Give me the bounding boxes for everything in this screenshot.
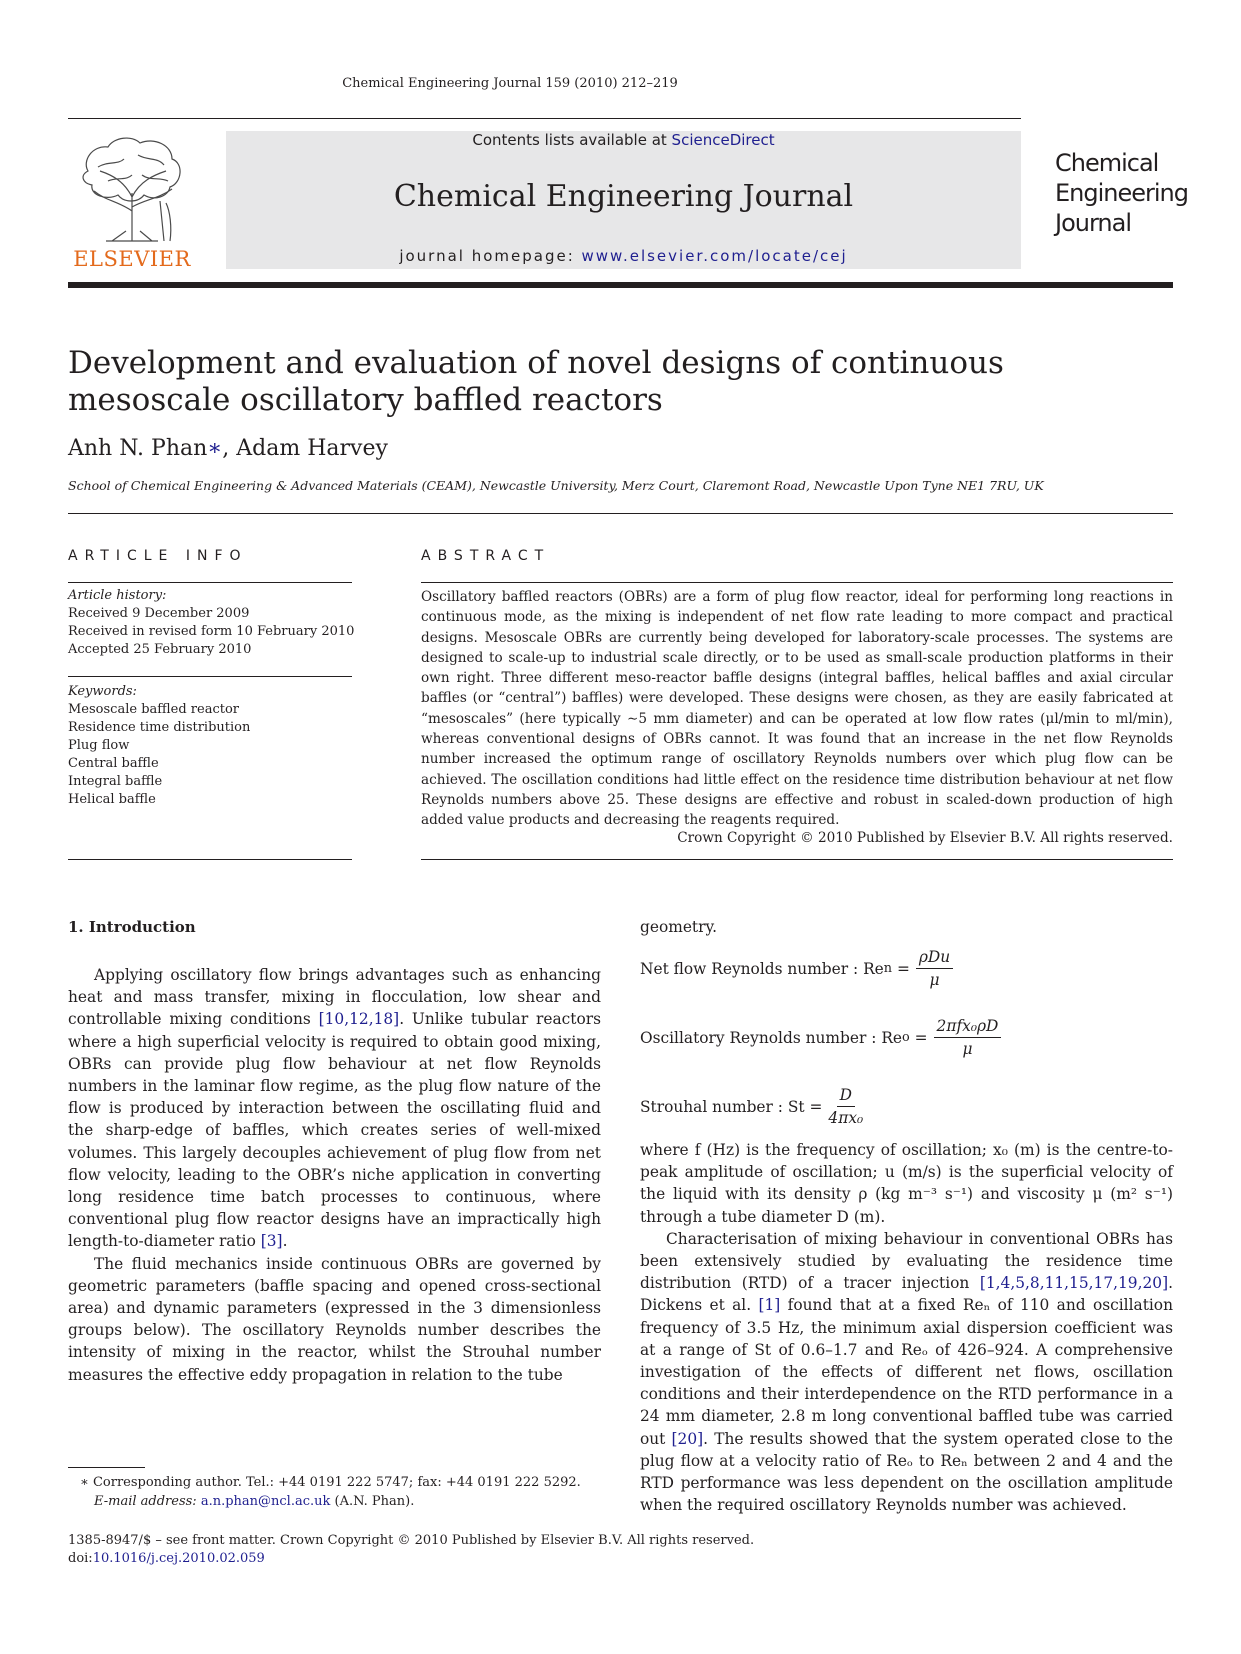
equation-label: Strouhal number : St xyxy=(640,1097,805,1116)
homepage-line xyxy=(226,247,1021,265)
elsevier-wordmark: ELSEVIER xyxy=(73,247,191,271)
citation-link[interactable]: [20] xyxy=(671,1429,704,1448)
cover-title-line: Engineering xyxy=(1055,179,1188,207)
citation-link[interactable]: [10,12,18] xyxy=(318,1010,400,1029)
equation-denominator: 4πx₀ xyxy=(828,1109,864,1127)
history-item: Received 9 December 2009 xyxy=(68,606,250,621)
section-rule xyxy=(421,582,1173,583)
keywords xyxy=(68,683,358,809)
article-info-heading: ARTICLE INFO xyxy=(68,548,248,564)
abstract-copyright: Crown Copyright © 2010 Published by Elsevier B.V. All rights reserved. xyxy=(677,830,1173,846)
history-label: Article history: xyxy=(68,588,167,603)
section-rule xyxy=(421,859,1173,860)
author-name: Anh N. Phan xyxy=(68,436,208,461)
journal-banner xyxy=(226,131,1021,269)
affiliation: School of Chemical Engineering & Advanced Materials (CEAM), Newcastle University, Merz Court, Claremont Road, Newcastle Upon Tyne NE1 7RU, UK xyxy=(68,478,1044,493)
journal-cover-title xyxy=(1055,148,1230,238)
front-matter-text: 1385-8947/$ – see front matter. Crown Copyright © 2010 Published by Elsevier B.V. All rights reserved. xyxy=(68,1533,755,1548)
abstract-text: Oscillatory baffled reactors (OBRs) are a form of plug flow reactor, ideal for performing long reactions in continuous mode, as the mixing is independent of net flow rate leading to more compact and practical designs. Mesoscale OBRs are currently being developed for laboratory-scale processes. The systems are designed to scale-up to industrial scale directly, or to be used as small-scale production platforms in their own right. Three different meso-reactor baffle designs (integral baffles, helical baffles and axial circular baffles (or “central”) baffles) were developed. These designs were chosen, as they are easily fabricated at “mesoscales” (here typically ∼5 mm diameter) and can be operated at low flow rates (μl/min to ml/min), whereas conventional designs of OBRs cannot. It was found that an increase in the net flow Reynolds number increased the optimum range of oscillatory Reynolds numbers over which plug flow can be achieved. The oscillation conditions had little effect on the residence time distribution behaviour at net flow Reynolds numbers above 25. These designs are effective and robust in scaled-down production of high added value products and decreasing the reagents required. xyxy=(421,589,1173,829)
body-right-column xyxy=(640,1139,1173,1516)
section-rule xyxy=(68,676,352,677)
text-run: . Unlike tubular reactors where a high superficial velocity is required to obtain good mixing, OBRs can provide plug flow behaviour at net flow Reynolds numbers in the laminar flow regime, as the plug flow nature of the flow is produced by interaction between the oscillating fluid and the sharp-edge of baffles, which creates series of well-mixed volumes. This largely decouples achievement of plug flow from net flow velocity, leading to the OBR’s niche application in converting long residence time batch processes to continuous, where conventional plug flow reactor designs have an impractically high length-to-diameter ratio xyxy=(68,1010,602,1251)
history-item: Received in revised form 10 February 2010 xyxy=(68,624,355,639)
author-list xyxy=(68,436,1168,461)
equation-label: Oscillatory Reynolds number : Re xyxy=(640,1028,903,1047)
body-paragraph: where f (Hz) is the frequency of oscillation; x₀ (m) is the centre-to-peak amplitude of oscillation; u (m/s) is the superficial velocity of the liquid with its density ρ (kg m⁻³ s⁻¹) and viscosity μ (m² s⁻¹) through a tube diameter D (m). xyxy=(640,1141,1173,1226)
doi-prefix: doi: xyxy=(68,1551,93,1566)
header-rule xyxy=(68,118,1021,119)
author-separator: , xyxy=(222,436,237,461)
front-matter xyxy=(68,1532,868,1568)
contents-line xyxy=(226,131,1021,149)
running-head: Chemical Engineering Journal 159 (2010) 212–219 xyxy=(342,76,678,91)
section-rule xyxy=(68,513,1173,514)
email-label: E-mail address: xyxy=(94,1493,201,1509)
keyword-item: Integral baffle xyxy=(68,774,163,789)
footnote-rule xyxy=(68,1467,145,1468)
body-paragraph: The fluid mechanics inside continuous OBRs are governed by geometric parameters (baffle spacing and opened cross-sectional area) and dynamic parameters (expressed in the 3 dimensionless groups below). The oscillatory Reynolds number describes the intensity of mixing in the reactor, whilst the Strouhal number measures the effective eddy propagation in relation to the tube xyxy=(68,1254,601,1384)
body-left-column xyxy=(68,964,601,1386)
article-history xyxy=(68,587,358,659)
journal-name: Chemical Engineering Journal xyxy=(393,179,854,214)
equation-fraction xyxy=(934,1017,1002,1058)
corresponding-author-mark[interactable]: ∗ xyxy=(207,436,223,461)
sciencedirect-link[interactable]: ScienceDirect xyxy=(671,131,775,149)
keyword-item: Plug flow xyxy=(68,738,130,753)
equation-subscript: o xyxy=(902,1030,910,1045)
keyword-item: Residence time distribution xyxy=(68,720,251,735)
body-paragraph xyxy=(68,964,601,1253)
text-run: found that at a fixed Reₙ of 110 and oscillation frequency of 3.5 Hz, the minimum axial dispersion coefficient was at a range of St of 0.6–1.7 and Reₒ of 426–924. A comprehensive investigation of the effects of different net flows, oscillation conditions and their interdependence on the RTD performance in a 24 mm diameter, 2.8 m long conventional baffled tube was carried out xyxy=(640,1296,1173,1448)
body-text-continuation: geometry. xyxy=(640,918,718,936)
equation-subscript: n xyxy=(883,961,893,976)
equation-label: Net flow Reynolds number : Re xyxy=(640,959,884,978)
corresponding-author-note: ∗ Corresponding author. Tel.: +44 0191 222 5747; fax: +44 0191 222 5292. xyxy=(80,1475,581,1490)
equation-fraction xyxy=(916,948,953,989)
article-title: Development and evaluation of novel designs of continuous mesoscale oscillatory baffled reactors xyxy=(68,345,1004,418)
journal-homepage-link[interactable]: www.elsevier.com/locate/cej xyxy=(581,247,848,265)
citation-link[interactable]: [3] xyxy=(260,1232,283,1251)
keyword-item: Mesoscale baffled reactor xyxy=(68,702,240,717)
homepage-prefix: journal homepage: xyxy=(399,247,582,265)
keyword-item: Central baffle xyxy=(68,756,159,771)
equation-denominator: μ xyxy=(962,1040,973,1058)
equation-fraction xyxy=(828,1086,863,1127)
email-line xyxy=(80,1493,620,1512)
doi-link[interactable]: 10.1016/j.cej.2010.02.059 xyxy=(92,1551,265,1566)
text-run: . Dickens et al. xyxy=(640,1274,1173,1315)
equation-strouhal: Strouhal number : St = $\frac{D}{\text{4πx₀}}$ xyxy=(640,1086,864,1127)
doi-line xyxy=(68,1550,868,1568)
equation-oscillatory-reynolds: Oscillatory Reynolds number : Re o = $\frac{\text{2πfx₀ρD}}{\mu}$ xyxy=(640,1017,1001,1058)
text-run: . xyxy=(282,1232,288,1251)
equation-denominator: μ xyxy=(929,971,940,989)
author-name: Adam Harvey xyxy=(236,436,388,461)
equation-numerator: ρDu xyxy=(916,948,953,969)
section-rule xyxy=(68,582,352,583)
equation-net-flow-reynolds: Net flow Reynolds number : Re n = $\frac{\text{ρDu}}{\mu}$ xyxy=(640,948,953,989)
email-suffix: (A.N. Phan). xyxy=(330,1493,415,1509)
citation-link[interactable]: [1] xyxy=(758,1296,781,1315)
body-paragraph xyxy=(640,1228,1173,1517)
keywords-label: Keywords: xyxy=(68,684,137,699)
email-link[interactable]: a.n.phan@ncl.ac.uk xyxy=(200,1493,331,1509)
text-run: Applying oscillatory flow brings advantages such as enhancing heat and mass transfer, mixing in flocculation, low shear and controllable mixing conditions xyxy=(68,966,601,1029)
contents-prefix: Contents lists available at xyxy=(472,131,672,149)
history-item: Accepted 25 February 2010 xyxy=(68,642,252,657)
abstract-heading: ABSTRACT xyxy=(421,548,551,564)
cover-title-line: Journal xyxy=(1055,209,1132,237)
text-run: Characterisation of mixing behaviour in conventional OBRs has been extensively studied by evaluating the residence time distribution (RTD) of a tracer injection xyxy=(640,1229,1173,1293)
header-thick-rule xyxy=(68,282,1173,288)
keyword-item: Helical baffle xyxy=(68,792,156,807)
cover-title-line: Chemical xyxy=(1055,149,1159,177)
equation-numerator: 2πfx₀ρD xyxy=(934,1017,1002,1038)
text-run: . The results showed that the system operated close to the plug flow at a velocity ratio of Reₒ to Reₙ between 2 and 4 and the RTD performance was less dependent on the oscillation amplitude when the required oscillatory Reynolds number was achieved. xyxy=(640,1429,1173,1515)
equation-numerator: D xyxy=(837,1086,855,1107)
citation-link[interactable]: [1,4,5,8,11,15,17,19,20] xyxy=(979,1274,1169,1293)
section-heading: 1. Introduction xyxy=(68,918,196,936)
footnote xyxy=(80,1474,620,1511)
section-rule xyxy=(68,859,352,860)
